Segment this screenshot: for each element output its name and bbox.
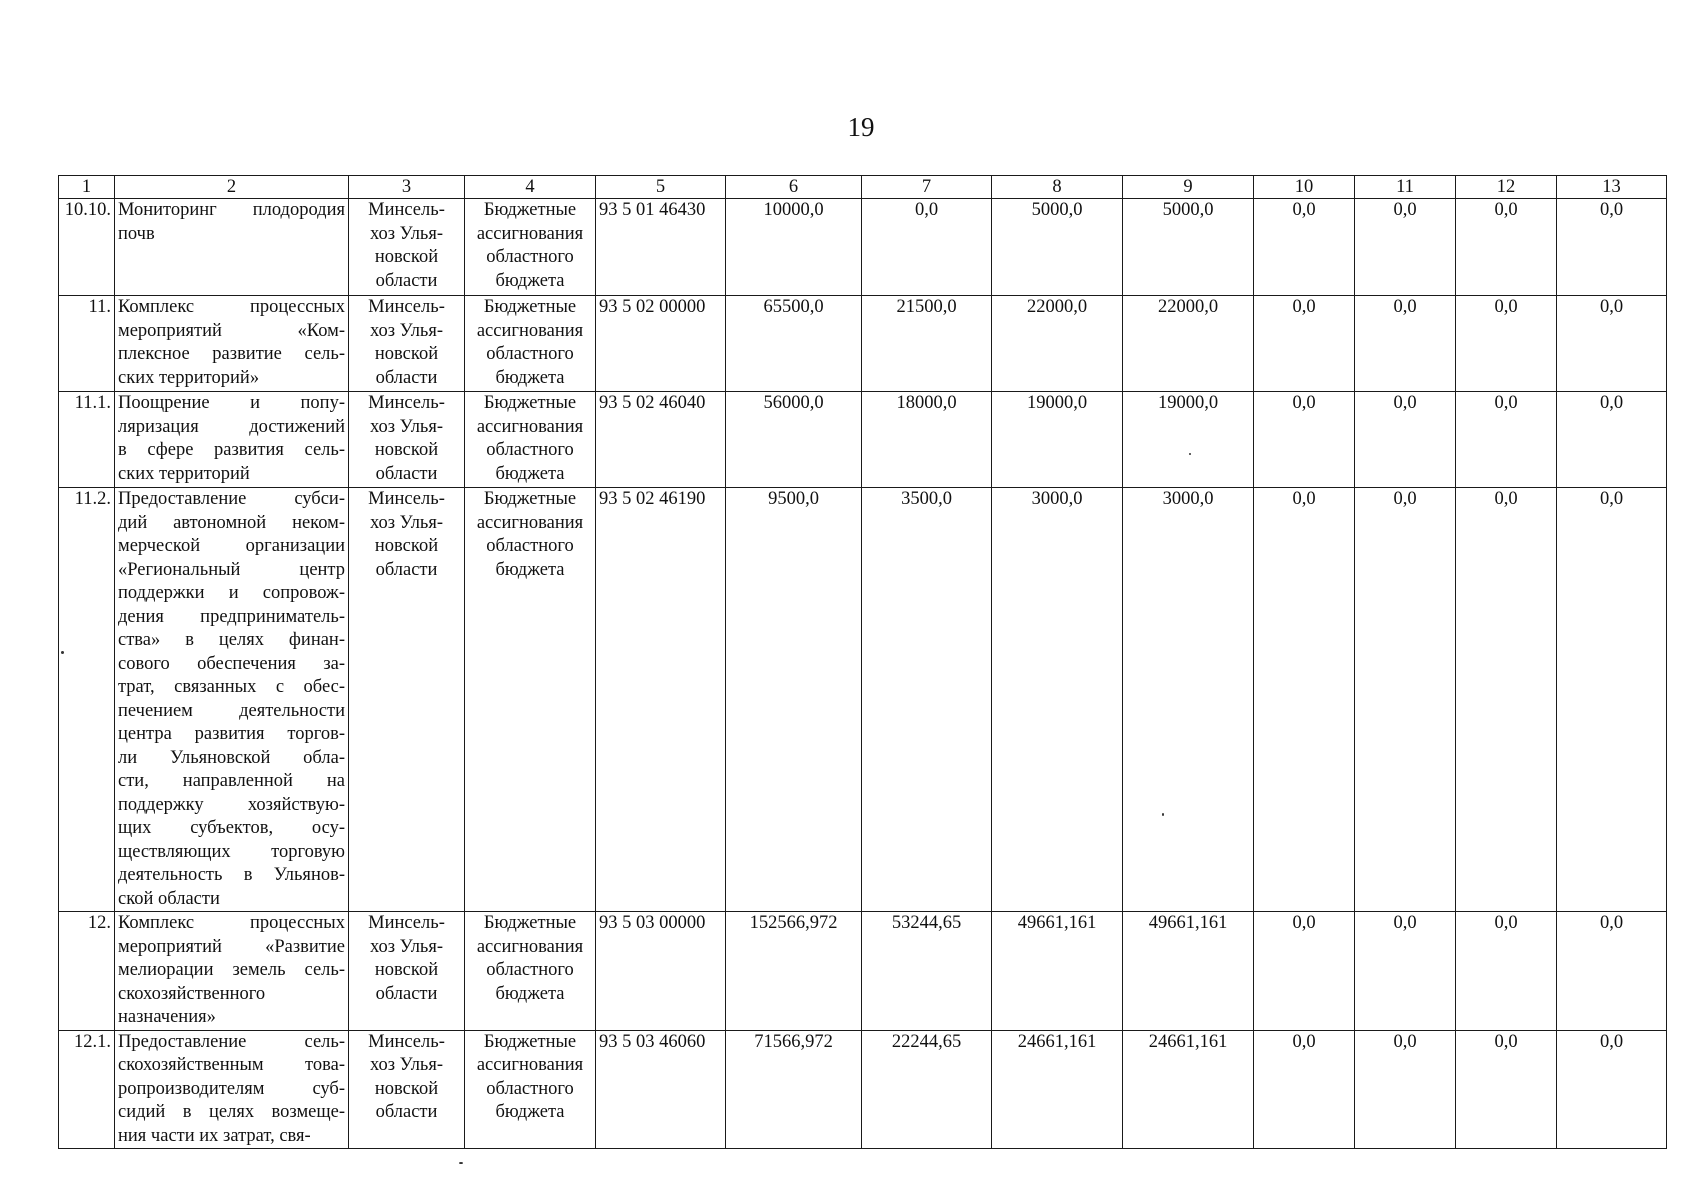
amount-col-8: 49661,161 (992, 912, 1123, 1031)
funding-source-line: бюджета (495, 463, 565, 484)
amount-col-6: 9500,0 (726, 488, 862, 912)
activity-name-line: Предоставление сель- (118, 1031, 345, 1052)
responsible-org-line: новской (374, 344, 439, 364)
activity-name (115, 488, 349, 912)
amount-col-12: 0,0 (1456, 199, 1557, 296)
responsible-org-line: хоз Улья- (369, 320, 444, 341)
funding-source (465, 912, 596, 1031)
funding-source-line: ассигнования (476, 223, 584, 244)
responsible-org (349, 199, 465, 296)
funding-source-line: областного (486, 440, 574, 460)
activity-name (115, 199, 349, 296)
amount-col-9: 49661,161 (1123, 912, 1254, 1031)
activity-name-line: назначения» (118, 1007, 216, 1027)
funding-source (465, 1030, 596, 1149)
amount-col-6: 71566,972 (726, 1030, 862, 1149)
activity-name-line: ляризация достижений (118, 416, 345, 437)
amount-col-6: 152566,972 (726, 912, 862, 1031)
activity-name-line: ской области (118, 888, 220, 909)
responsible-org-line: Минсель- (368, 297, 445, 317)
responsible-org-line: новской (374, 960, 439, 980)
responsible-org (349, 1030, 465, 1149)
table-body (59, 199, 1667, 1149)
amount-col-11: 0,0 (1355, 1030, 1456, 1149)
funding-source-line: бюджета (495, 1102, 565, 1122)
amount-col-8: 3000,0 (992, 488, 1123, 912)
amount-col-11: 0,0 (1355, 488, 1456, 912)
table-row (59, 1030, 1667, 1149)
column-number-11: 11 (1355, 176, 1456, 199)
row-number: 12.1. (59, 1030, 115, 1149)
amount-col-9: 5000,0 (1123, 199, 1254, 296)
responsible-org-line: области (375, 559, 438, 580)
activity-name-line: плексное развитие сель- (118, 344, 345, 364)
amount-col-6: 56000,0 (726, 392, 862, 488)
row-number: 11.1. (59, 392, 115, 488)
funding-source-line: Бюджетные (483, 913, 577, 933)
amount-col-10: 0,0 (1254, 199, 1355, 296)
amount-col-10: 0,0 (1254, 296, 1355, 392)
amount-col-8: 24661,161 (992, 1030, 1123, 1149)
funding-source-line: Бюджетные (483, 297, 577, 317)
activity-name-line: мелиорации земель сель- (118, 960, 345, 980)
scan-speck (459, 1162, 463, 1164)
budget-code: 93 5 02 00000 (596, 296, 726, 392)
amount-col-11: 0,0 (1355, 296, 1456, 392)
responsible-org-line: области (375, 463, 438, 484)
amount-col-11: 0,0 (1355, 392, 1456, 488)
funding-source-line: бюджета (495, 983, 565, 1004)
activity-name-line: ропроизводителям суб- (118, 1078, 345, 1099)
funding-source (465, 392, 596, 488)
table-row (59, 199, 1667, 296)
activity-name (115, 1030, 349, 1149)
responsible-org (349, 912, 465, 1031)
activity-name-line: поддержку хозяйствую- (118, 794, 345, 815)
scan-speck (1162, 813, 1164, 816)
activity-name-line: в сфере развития сель- (118, 440, 345, 460)
activity-name-line: Комплекс процессных (118, 297, 345, 317)
activity-name (115, 392, 349, 488)
amount-col-13: 0,0 (1557, 912, 1667, 1031)
budget-table (58, 175, 1667, 1149)
activity-name-line: скохозяйственным това- (118, 1055, 345, 1075)
activity-name-line: сти, направленной на (118, 771, 345, 791)
amount-col-12: 0,0 (1456, 912, 1557, 1031)
amount-col-7: 53244,65 (862, 912, 992, 1031)
scan-speck (61, 651, 64, 654)
activity-name-line: мероприятий «Ком- (118, 320, 345, 341)
responsible-org (349, 296, 465, 392)
activity-name-line: деятельность в Ульянов- (118, 865, 345, 885)
amount-col-12: 0,0 (1456, 1030, 1557, 1149)
funding-source-line: ассигнования (476, 1055, 584, 1075)
responsible-org-line: новской (374, 247, 439, 267)
activity-name-line: ли Ульяновской обла- (118, 747, 345, 768)
amount-col-9: 19000,0 (1123, 392, 1254, 488)
table-row (59, 488, 1667, 912)
amount-col-7: 21500,0 (862, 296, 992, 392)
responsible-org-line: Минсель- (368, 393, 445, 413)
activity-name-line: сового обеспечения за- (118, 653, 345, 674)
activity-name-line: скохозяйственного (118, 983, 266, 1004)
table-row (59, 912, 1667, 1031)
responsible-org-line: хоз Улья- (369, 512, 444, 533)
amount-col-12: 0,0 (1456, 296, 1557, 392)
amount-col-6: 10000,0 (726, 199, 862, 296)
responsible-org (349, 392, 465, 488)
funding-source-line: областного (486, 344, 574, 364)
budget-code: 93 5 03 00000 (596, 912, 726, 1031)
amount-col-10: 0,0 (1254, 488, 1355, 912)
activity-name-line: Поощрение и попу- (118, 393, 345, 413)
responsible-org (349, 488, 465, 912)
row-number: 12. (59, 912, 115, 1031)
funding-source-line: Бюджетные (483, 200, 577, 220)
amount-col-7: 3500,0 (862, 488, 992, 912)
funding-source-line: областного (486, 960, 574, 980)
column-number-6: 6 (726, 176, 862, 199)
activity-name-line: сидий в целях возмеще- (118, 1102, 345, 1122)
activity-name (115, 296, 349, 392)
activity-name-line: «Региональный центр (118, 559, 345, 580)
responsible-org-line: области (375, 1102, 438, 1122)
funding-source-line: областного (486, 536, 574, 556)
amount-col-10: 0,0 (1254, 912, 1355, 1031)
activity-name-line: ния части их затрат, свя- (118, 1125, 311, 1146)
column-number-row (59, 176, 1667, 199)
activity-name-line: дий автономной неком- (118, 512, 345, 533)
budget-code: 93 5 01 46430 (596, 199, 726, 296)
amount-col-10: 0,0 (1254, 1030, 1355, 1149)
amount-col-8: 22000,0 (992, 296, 1123, 392)
amount-col-12: 0,0 (1456, 488, 1557, 912)
activity-name-line: Комплекс процессных (118, 913, 345, 933)
activity-name-line: почв (118, 223, 155, 244)
column-number-2: 2 (115, 176, 349, 199)
amount-col-13: 0,0 (1557, 296, 1667, 392)
responsible-org-line: области (375, 983, 438, 1004)
table-row (59, 392, 1667, 488)
amount-col-13: 0,0 (1557, 199, 1667, 296)
activity-name-line: поддержки и сопровож- (118, 583, 345, 603)
activity-name-line: Предоставление субси- (118, 489, 345, 509)
column-number-12: 12 (1456, 176, 1557, 199)
activity-name (115, 912, 349, 1031)
column-number-9: 9 (1123, 176, 1254, 199)
responsible-org-line: Минсель- (368, 200, 445, 220)
amount-col-12: 0,0 (1456, 392, 1557, 488)
amount-col-8: 19000,0 (992, 392, 1123, 488)
scan-speck (1189, 453, 1191, 455)
funding-source-line: бюджета (495, 367, 565, 388)
activity-name-line: мерческой организации (118, 536, 345, 556)
responsible-org-line: хоз Улья- (369, 1055, 444, 1075)
activity-name-line: мероприятий «Развитие (118, 936, 345, 957)
responsible-org-line: новской (374, 536, 439, 556)
amount-col-13: 0,0 (1557, 488, 1667, 912)
budget-code: 93 5 02 46190 (596, 488, 726, 912)
amount-col-6: 65500,0 (726, 296, 862, 392)
row-number: 11.2. (59, 488, 115, 912)
column-number-3: 3 (349, 176, 465, 199)
funding-source-line: областного (486, 1078, 574, 1099)
column-number-10: 10 (1254, 176, 1355, 199)
activity-name-line: ских территорий (118, 463, 250, 484)
column-number-7: 7 (862, 176, 992, 199)
funding-source-line: Бюджетные (483, 393, 577, 413)
column-number-13: 13 (1557, 176, 1667, 199)
responsible-org-line: области (375, 367, 438, 388)
budget-code: 93 5 02 46040 (596, 392, 726, 488)
responsible-org-line: Минсель- (368, 489, 445, 509)
responsible-org-line: области (375, 270, 438, 291)
funding-source-line: бюджета (495, 559, 565, 580)
funding-source-line: ассигнования (476, 512, 584, 533)
table-header (59, 176, 1667, 199)
amount-col-7: 18000,0 (862, 392, 992, 488)
amount-col-13: 0,0 (1557, 1030, 1667, 1149)
activity-name-line: печением деятельности (118, 700, 345, 721)
activity-name-line: щих субъектов, осу- (118, 818, 345, 838)
budget-code: 93 5 03 46060 (596, 1030, 726, 1149)
responsible-org-line: новской (374, 1078, 439, 1099)
responsible-org-line: Минсель- (368, 913, 445, 933)
responsible-org-line: хоз Улья- (369, 936, 444, 957)
funding-source (465, 296, 596, 392)
amount-col-10: 0,0 (1254, 392, 1355, 488)
activity-name-line: ществляющих торговую (118, 841, 345, 862)
page-number: 19 (847, 112, 875, 142)
row-number: 10.10. (59, 199, 115, 296)
responsible-org-line: хоз Улья- (369, 223, 444, 244)
table-row (59, 296, 1667, 392)
amount-col-11: 0,0 (1355, 912, 1456, 1031)
activity-name-line: дения предприниматель- (118, 606, 345, 627)
activity-name-line: Мониторинг плодородия (118, 200, 345, 220)
amount-col-11: 0,0 (1355, 199, 1456, 296)
amount-col-7: 0,0 (862, 199, 992, 296)
column-number-1: 1 (59, 176, 115, 199)
column-number-8: 8 (992, 176, 1123, 199)
amount-col-13: 0,0 (1557, 392, 1667, 488)
funding-source-line: ассигнования (476, 936, 584, 957)
funding-source (465, 488, 596, 912)
activity-name-line: центра развития торгов- (118, 724, 345, 744)
responsible-org-line: Минсель- (368, 1031, 445, 1052)
funding-source (465, 199, 596, 296)
column-number-5: 5 (596, 176, 726, 199)
funding-source-line: Бюджетные (483, 489, 577, 509)
activity-name-line: ских территорий» (118, 367, 260, 388)
activity-name-line: ства» в целях финан- (118, 630, 345, 650)
responsible-org-line: новской (374, 440, 439, 460)
amount-col-7: 22244,65 (862, 1030, 992, 1149)
activity-name-line: трат, связанных с обес- (118, 677, 345, 697)
funding-source-line: областного (486, 247, 574, 267)
amount-col-9: 22000,0 (1123, 296, 1254, 392)
funding-source-line: бюджета (495, 270, 565, 291)
amount-col-9: 3000,0 (1123, 488, 1254, 912)
amount-col-8: 5000,0 (992, 199, 1123, 296)
row-number: 11. (59, 296, 115, 392)
column-number-4: 4 (465, 176, 596, 199)
funding-source-line: ассигнования (476, 416, 584, 437)
responsible-org-line: хоз Улья- (369, 416, 444, 437)
funding-source-line: Бюджетные (483, 1031, 577, 1052)
funding-source-line: ассигнования (476, 320, 584, 341)
amount-col-9: 24661,161 (1123, 1030, 1254, 1149)
